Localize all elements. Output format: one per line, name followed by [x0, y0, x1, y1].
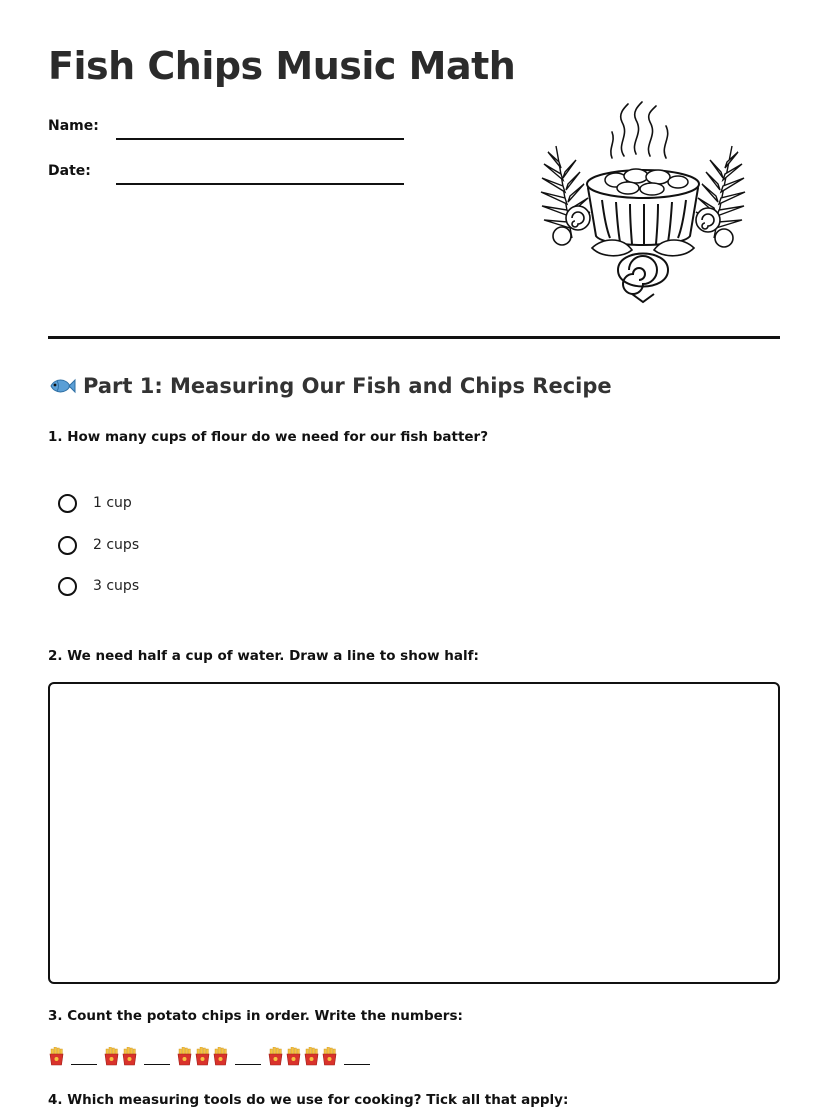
french-fries-icon — [285, 1047, 302, 1066]
question-2: 2. We need half a cup of water. Draw a line to show half: — [48, 648, 479, 664]
chip-group-1 — [48, 1047, 66, 1066]
q1-option-1-label: 1 cup — [93, 495, 132, 511]
q1-option-1-radio[interactable] — [58, 494, 77, 513]
french-fries-icon — [121, 1047, 138, 1066]
section-divider — [48, 336, 780, 339]
date-input-line[interactable] — [116, 183, 404, 185]
q1-option-2-label: 2 cups — [93, 537, 140, 553]
fish-icon — [48, 375, 76, 397]
chip-count-blank-3[interactable] — [235, 1064, 261, 1065]
question-1: 1. How many cups of flour do we need for our fish batter? — [48, 429, 489, 445]
french-fries-icon — [321, 1047, 338, 1066]
french-fries-icon — [103, 1047, 120, 1066]
worksheet-title: Fish Chips Music Math — [48, 44, 516, 88]
name-field-row — [48, 118, 408, 142]
part1-heading — [48, 374, 612, 398]
french-fries-icon — [194, 1047, 211, 1066]
q1-option-2[interactable] — [58, 533, 139, 557]
french-fries-icon — [48, 1047, 65, 1066]
name-label: Name: — [48, 118, 99, 134]
date-field-row — [48, 163, 408, 187]
chip-group-3 — [176, 1047, 230, 1066]
q1-option-3-radio[interactable] — [58, 577, 77, 596]
chip-count-blank-2[interactable] — [144, 1064, 170, 1065]
question-4: 4. Which measuring tools do we use for cooking? Tick all that apply: — [48, 1092, 569, 1108]
chip-count-blank-1[interactable] — [71, 1064, 97, 1065]
chip-group-4 — [267, 1047, 339, 1066]
chip-count-blank-4[interactable] — [344, 1064, 370, 1065]
half-cup-drawing-area[interactable] — [48, 682, 780, 984]
part1-heading-text: Part 1: Measuring Our Fish and Chips Recipe — [83, 374, 612, 398]
question-3: 3. Count the potato chips in order. Write the numbers: — [48, 1008, 463, 1024]
worksheet-page — [48, 0, 780, 1118]
chip-group-2 — [103, 1047, 139, 1066]
steaming-pot-illustration — [532, 98, 754, 304]
french-fries-icon — [267, 1047, 284, 1066]
q1-option-2-radio[interactable] — [58, 536, 77, 555]
name-input-line[interactable] — [116, 138, 404, 140]
french-fries-icon — [176, 1047, 193, 1066]
chips-counting-row — [48, 1044, 376, 1068]
french-fries-icon — [303, 1047, 320, 1066]
date-label: Date: — [48, 163, 91, 179]
q1-option-1[interactable] — [58, 491, 132, 515]
french-fries-icon — [212, 1047, 229, 1066]
q1-option-3[interactable] — [58, 574, 139, 598]
q1-option-3-label: 3 cups — [93, 578, 140, 594]
